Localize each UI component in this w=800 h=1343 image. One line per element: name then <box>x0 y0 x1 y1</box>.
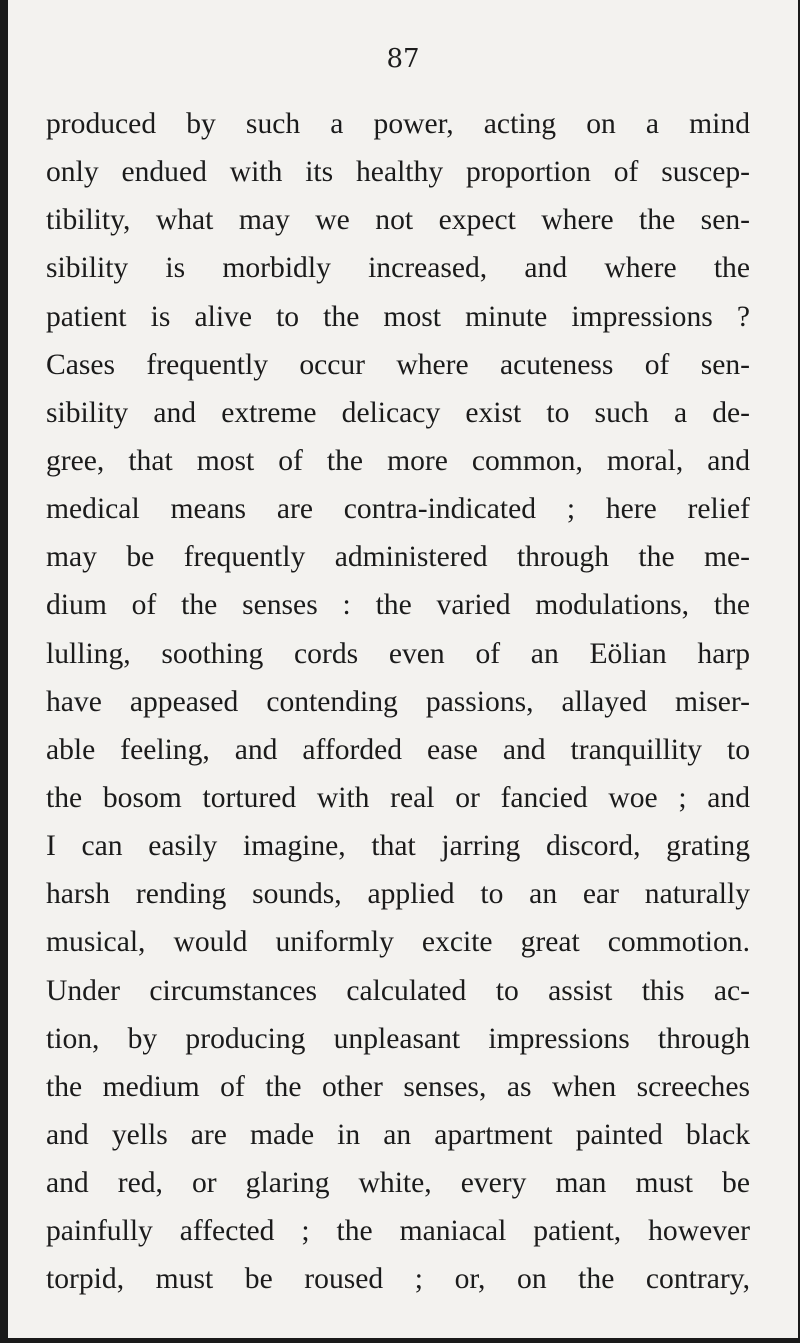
text-line: tibility, what may we not expect where the sen- <box>46 204 750 237</box>
text-line: patient is alive to the most minute impressions ? <box>46 300 750 333</box>
text-line: Cases frequently occur where acuteness of sen- <box>46 348 750 381</box>
text-line: produced by such a power, acting on a mind <box>46 108 750 140</box>
text-line: musical, would uniformly excite great commotion. <box>46 926 750 959</box>
text-line: Under circumstances calculated to assist this ac- <box>46 974 750 1007</box>
text-line: may be frequently administered through the me- <box>46 541 750 574</box>
text-line: gree, that most of the more common, moral, and <box>46 444 750 477</box>
text-line: lulling, soothing cords even of an Eölian harp <box>46 637 750 670</box>
text-line: painfully affected ; the maniacal patient, however <box>46 1215 750 1248</box>
text-line: the bosom tortured with real or fancied woe ; and <box>46 781 750 814</box>
text-line: able feeling, and afforded ease and tranquillity to <box>46 733 750 766</box>
text-line: I can easily imagine, that jarring discord, grating <box>46 830 750 863</box>
text-line: torpid, must be roused ; or, on the contrary, <box>46 1263 750 1296</box>
page-number: 87 <box>386 44 420 74</box>
text-line: only endued with its healthy proportion of suscep- <box>46 156 750 189</box>
text-line: dium of the senses : the varied modulations, the <box>46 589 750 622</box>
text-line: medical means are contra-indicated ; here relief <box>46 493 750 526</box>
text-line: tion, by producing unpleasant impressions through <box>46 1022 750 1055</box>
text-line: sibility and extreme delicacy exist to such a de- <box>46 396 750 429</box>
text-line: harsh rending sounds, applied to an ear naturally <box>46 878 750 911</box>
text-line: have appeased contending passions, allayed miser- <box>46 685 750 718</box>
text-line: and yells are made in an apartment painted black <box>46 1118 750 1151</box>
book-page <box>8 0 798 1338</box>
text-line: the medium of the other senses, as when screeches <box>46 1070 750 1103</box>
text-line: and red, or glaring white, every man must be <box>46 1167 750 1200</box>
body-text <box>46 100 750 1304</box>
text-line: sibility is morbidly increased, and where the <box>46 252 750 285</box>
